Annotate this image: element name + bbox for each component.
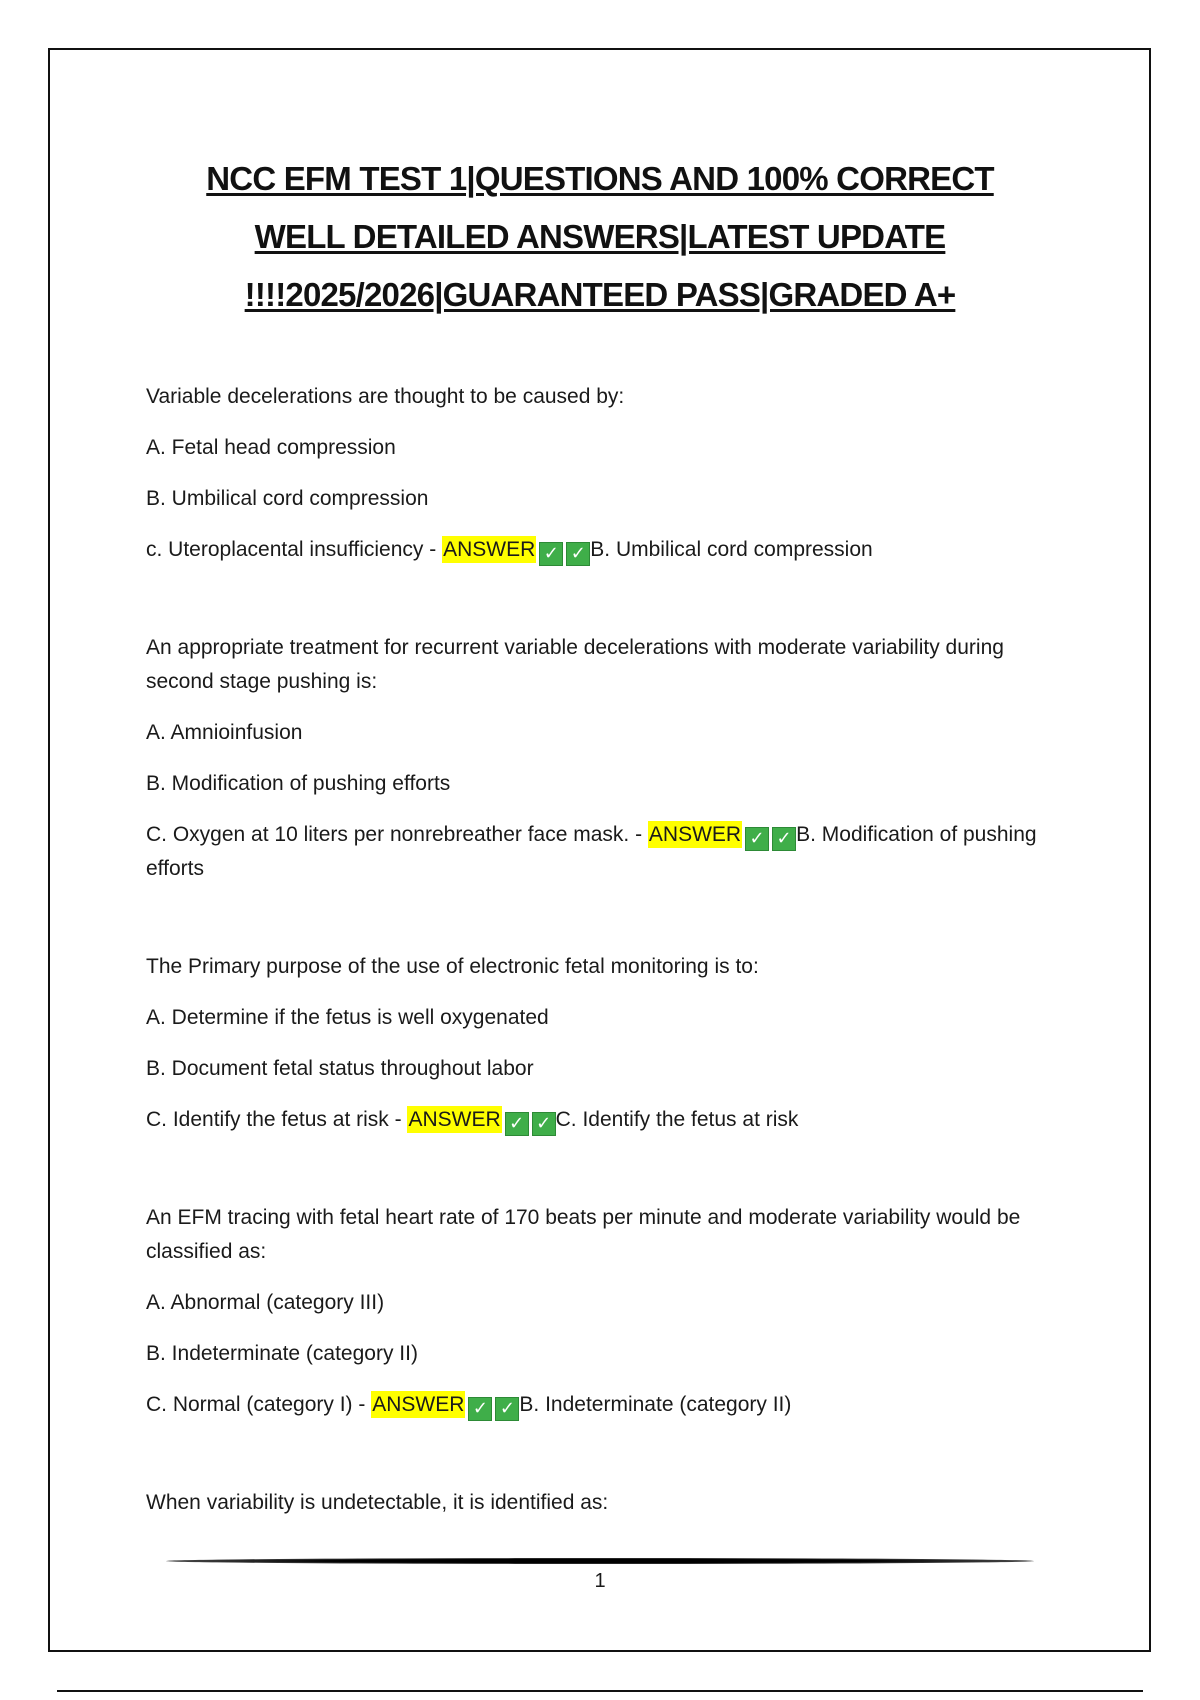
check-icon: ✓ <box>772 827 796 851</box>
option-a: A. Determine if the fetus is well oxygenated <box>146 1006 549 1029</box>
bottom-divider <box>57 1690 1143 1692</box>
question-stem: An appropriate treatment for recurrent variable decelerations with moderate variability during second stage pushing is: <box>146 636 1004 693</box>
question-1 <box>146 380 1066 567</box>
footer-divider <box>166 1558 1034 1564</box>
option-c-with-answer <box>146 1388 1066 1422</box>
answer-label: ANSWER <box>648 823 742 846</box>
option-c: C. Normal (category I) - <box>146 1393 372 1416</box>
option-c-with-answer <box>146 533 1066 567</box>
correct-answer: B. Modification of pushing efforts <box>146 823 1037 880</box>
option-c: c. Uteroplacental insufficiency - <box>146 538 443 561</box>
correct-answer: C. Identify the fetus at risk <box>555 1108 799 1131</box>
question-stem: Variable decelerations are thought to be caused by: <box>146 385 625 408</box>
correct-answer: B. Umbilical cord compression <box>590 538 873 561</box>
question-5 <box>146 1486 1066 1520</box>
title-line-2: WELL DETAILED ANSWERS|LATEST UPDATE <box>254 218 946 255</box>
option-c: C. Oxygen at 10 liters per nonrebreather face mask. - <box>146 823 648 846</box>
check-icon: ✓ <box>745 827 769 851</box>
option-b: B. Modification of pushing efforts <box>146 772 451 795</box>
option-b: B. Document fetal status throughout labor <box>146 1057 534 1080</box>
question-2 <box>146 631 1066 886</box>
question-list <box>146 380 1066 1584</box>
answer-label: ANSWER <box>443 538 536 561</box>
question-stem: The Primary purpose of the use of electronic fetal monitoring is to: <box>146 955 759 978</box>
title-line-3: !!!!2025/2026|GUARANTEED PASS|GRADED A+ <box>244 276 956 313</box>
question-3 <box>146 950 1066 1137</box>
option-a: A. Amnioinfusion <box>146 721 303 744</box>
page-number: 1 <box>594 1570 606 1592</box>
question-stem: An EFM tracing with fetal heart rate of 170 beats per minute and moderate variability would be classified as: <box>146 1206 1021 1263</box>
option-c-with-answer <box>146 818 1066 886</box>
option-c-with-answer <box>146 1103 1066 1137</box>
option-a: A. Fetal head compression <box>146 436 396 459</box>
check-icon: ✓ <box>495 1397 519 1421</box>
answer-label: ANSWER <box>408 1108 501 1131</box>
check-icon: ✓ <box>532 1112 556 1136</box>
correct-answer: B. Indeterminate (category II) <box>519 1393 792 1416</box>
option-c: C. Identify the fetus at risk - <box>146 1108 408 1131</box>
check-icon: ✓ <box>505 1112 529 1136</box>
check-icon: ✓ <box>468 1397 492 1421</box>
check-icon: ✓ <box>566 542 590 566</box>
title-line-1: NCC EFM TEST 1|QUESTIONS AND 100% CORRECT <box>206 160 994 197</box>
check-icon: ✓ <box>539 542 563 566</box>
option-b: B. Indeterminate (category II) <box>146 1342 418 1365</box>
answer-label: ANSWER <box>372 1393 465 1416</box>
document-title <box>150 150 1050 324</box>
question-stem: When variability is undetectable, it is identified as: <box>146 1491 609 1514</box>
option-b: B. Umbilical cord compression <box>146 487 429 510</box>
option-a: A. Abnormal (category III) <box>146 1291 385 1314</box>
question-4 <box>146 1201 1066 1422</box>
